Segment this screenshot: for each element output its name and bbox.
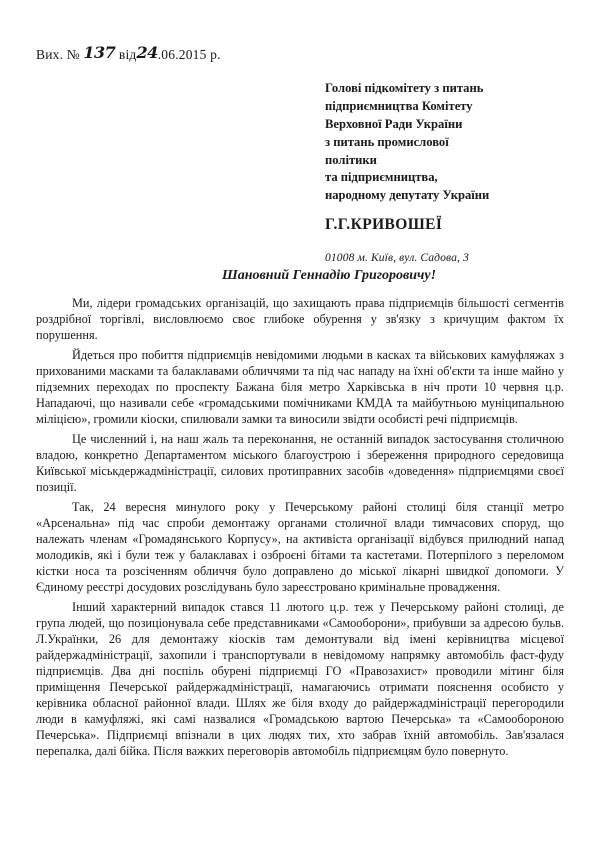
addressee-address: 01008 м. Київ, вул. Садова, 3 — [325, 251, 469, 265]
addressee-name: Г.Г.КРИВОШЕЇ — [325, 216, 443, 234]
paragraph-3: Це численний і, на наш жаль та переконання, не останній випадок застосування столичною владою, конкретно Департаментом міського благоустрою і збереження природного середовища Київської міськдержадміністрації, силових протиправних засобів «доведення» підприємцями своєї позиції. — [36, 431, 564, 494]
salutation: Шановний Геннадію Григоровичу! — [222, 268, 437, 283]
date-day: 24 — [136, 43, 158, 62]
addressee-line-4: з питань промислової — [325, 134, 449, 149]
date-rest: .06.2015 р. — [157, 47, 221, 62]
outgoing-number-line — [36, 44, 221, 63]
addressee-line-3: Верховної Ради України — [325, 116, 463, 131]
paragraph-2: Йдеться про побиття підприємців невідомими людьми в касках та військових камуфляжах з прихованими масками та балаклавами обличчями та під час нападу на їхні об'єкти та інше майно у підземних переходах по проспекту Бажана біля метро Харківська в ніч проти 10 червня ц.р. Нападаючі, що називали себе «громадськими помічниками КМДА та майбутньою муніципальною міліцією», громили кіоски, спилювали замки та виносили звідти особисті речі підприємців. — [36, 347, 564, 426]
addressee-line-5: політики — [325, 152, 377, 167]
letter-body — [36, 296, 564, 760]
paragraph-1: Ми, лідери громадських організацій, що захищають права підприємців більшості сегментів роздрібної торгівлі, висловлюємо своє глибоке обурення у зв'язку з кричущим фактом їх порушення. — [36, 296, 564, 342]
addressee-line-7: народному депутату України — [325, 188, 490, 203]
addressee-line-2: підприємництва Комітету — [325, 98, 473, 113]
addressee-block — [325, 80, 575, 267]
paragraph-5: Інший характерний випадок стався 11 лютого ц.р. теж у Печерському районі столиці, де група людей, що позиціонувала себе представниками «Самооборони», прибувши за адресою бульв. Л.Українки, 26 для демонтажу кіосків там демонтували від імені керівництва місцевої райдержадміністрації, захопили і транспортували в невідомому напрямку автомобіль фаст-фуду підприємців. Два дні поспіль обурені підприємці ГО «Правозахист» проводили мітинг біля приміщення Печерської райдержадміністрації, намагаючись отримати пояснення особисто у керівника обласної районної влади. Шлях же біля входу до райдержадміністрації перегородили люди в камуфляжі, які самі назвалися «Громадською вартою Печерська» та «Самообороною Печерська». Підприємці впізнали в цих людях тих, хто забрав їхній автомобіль. Зав'язалася перепалка, далі бійка. Після важких переговорів автомобіль підприємцям було повернуто. — [36, 599, 564, 758]
addressee-line-1: Голові підкомітету з питань — [325, 81, 484, 95]
paragraph-4: Так, 24 вересня минулого року у Печерському районі столиці біля станції метро «Арсенальна» під час спроби демонтажу органами столичної влади тимчасових споруд, що належать членам «Громадянського Корпусу», на активіста організації відбувся прилюдний напад молодиків, які і були теж у балаклавах і озброєні бітами та кастетами. Потерпілого з переломом кістки носа та розсіченням обличчя було доправлено до міської лікарні швидкої допомоги. У Єдиному реєстрі досудових розслідувань було зареєстровано кримінальне провадження. — [36, 499, 564, 594]
date-prefix: від — [118, 47, 137, 62]
outgoing-prefix: Вих. № — [36, 47, 80, 62]
addressee-line-6: та підприємництва, — [325, 170, 438, 185]
outgoing-number: 137 — [83, 43, 116, 62]
